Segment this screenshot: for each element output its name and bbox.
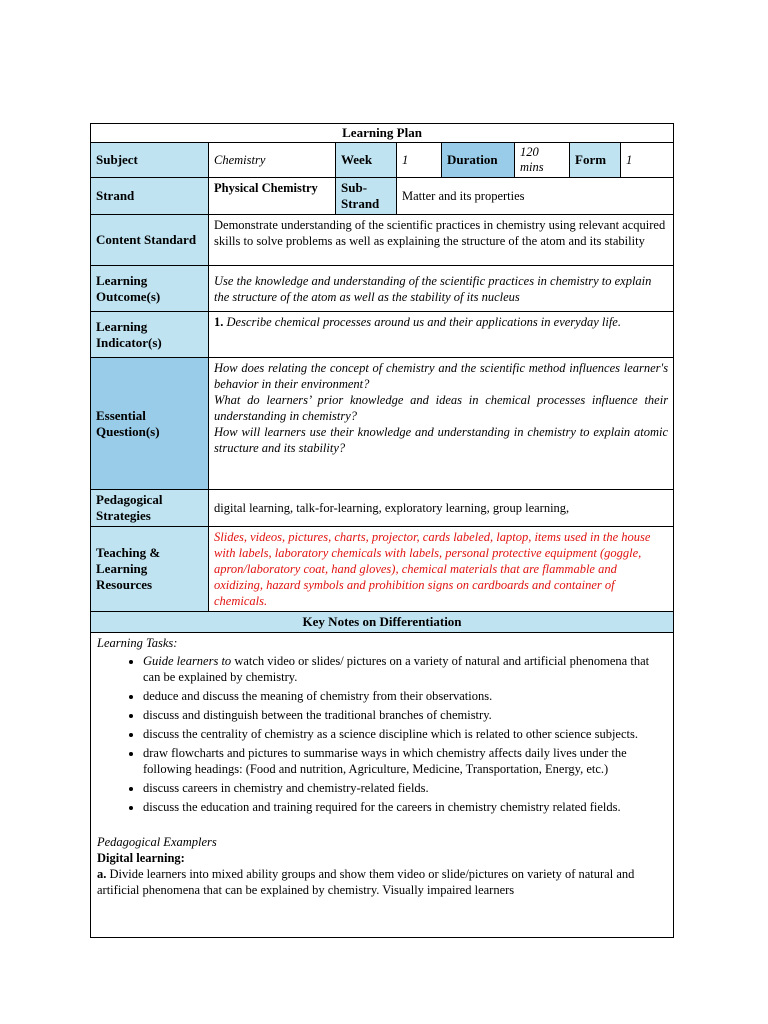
learning-outcome-value: Use the knowledge and understanding of the scientific practices in chemistry to explain the structure of the atom as well as the stability of its nucleus [209, 266, 674, 312]
week-label: Week [336, 143, 397, 178]
task-text: watch video or slides/ pictures on a variety of natural and artificial phenomena that can be explained by chemistry. [143, 654, 650, 684]
digital-learning-heading: Digital learning: [97, 851, 185, 865]
essential-questions-value [209, 358, 674, 490]
list-item [143, 653, 666, 685]
strand-value: Physical Chemistry [209, 178, 336, 215]
form-value: 1 [621, 143, 674, 178]
task-lead: Guide learners to [143, 654, 232, 668]
resources-label: Teaching & Learning Resources [91, 527, 209, 612]
essential-question: How does relating the concept of chemistry and the scientific method influences learner's behavior in their environment? [214, 361, 669, 391]
subject-label: Subject [91, 143, 209, 178]
learning-outcome-label: Learning Outcome(s) [91, 266, 209, 312]
sub-strand-label: Sub-Strand [336, 178, 397, 215]
duration-value: 120 mins [515, 143, 570, 178]
sub-strand-value: Matter and its properties [397, 178, 674, 215]
essential-question: How will learners use their knowledge and understanding in chemistry to explain atomic structure and its stability? [214, 425, 669, 455]
exemplars-heading: Pedagogical Examplers [97, 835, 217, 849]
page-title: Learning Plan [91, 124, 674, 143]
learning-plan-table [90, 123, 674, 938]
paragraph-letter: a. [97, 867, 107, 881]
list-item: • deduce and discuss the meaning of chemistry from their observations. [143, 688, 666, 704]
strand-label: Strand [91, 178, 209, 215]
learning-indicator-label: Learning Indicator(s) [91, 312, 209, 358]
essential-questions-label: Essential Question(s) [91, 358, 209, 490]
paragraph-text: Divide learners into mixed ability groups and show them video or slide/pictures on variety of natural and artificial phenomena that can be explained by chemistry. Visually impaired learners [97, 867, 635, 897]
resources-value: Slides, videos, pictures, charts, projector, cards labeled, laptop, items used in the house with labels, laboratory chemicals with labels, personal protective equipment (goggle, apron/laboratory coat, hand gloves), chemical materials that are flammable and oxidizing, hazard symbols and prohibition signs on cardboards and container of chemicals. [209, 527, 674, 612]
key-notes-content [91, 633, 674, 938]
subject-value: Chemistry [209, 143, 336, 178]
indicator-text: Describe chemical processes around us and their applications in everyday life. [226, 315, 621, 329]
list-item: • discuss careers in chemistry and chemistry-related fields. [143, 780, 666, 796]
indicator-number: 1. [214, 315, 224, 329]
content-standard-label: Content Standard [91, 215, 209, 266]
essential-question: What do learners’ prior knowledge and ideas in chemical processes influence their understanding in chemistry? [214, 393, 669, 423]
digital-learning-paragraph [97, 866, 666, 898]
learning-tasks-heading: Learning Tasks: [97, 636, 178, 650]
pedagogical-strategies-value: digital learning, talk-for-learning, exploratory learning, group learning, [209, 490, 674, 527]
duration-label: Duration [442, 143, 515, 178]
list-item: • draw flowcharts and pictures to summarise ways in which chemistry affects daily lives under the following headings: (Food and nutrition, Agriculture, Medicine, Transportation, Energy, etc.) [143, 745, 666, 777]
list-item: • discuss the centrality of chemistry as a science discipline which is related to other science subjects. [143, 726, 666, 742]
form-label: Form [570, 143, 621, 178]
pedagogical-strategies-label: Pedagogical Strategies [91, 490, 209, 527]
learning-plan-document [90, 123, 673, 938]
list-item: • discuss the education and training required for the careers in chemistry chemistry related fields. [143, 799, 666, 815]
week-value: 1 [397, 143, 442, 178]
learning-tasks-list [97, 653, 666, 815]
learning-indicator-value [209, 312, 674, 358]
list-item: • discuss and distinguish between the traditional branches of chemistry. [143, 707, 666, 723]
content-standard-value: Demonstrate understanding of the scientific practices in chemistry using relevant acquired skills to solve problems as well as explaining the structure of the atom and its stability [209, 215, 674, 266]
key-notes-heading: Key Notes on Differentiation [91, 612, 674, 633]
